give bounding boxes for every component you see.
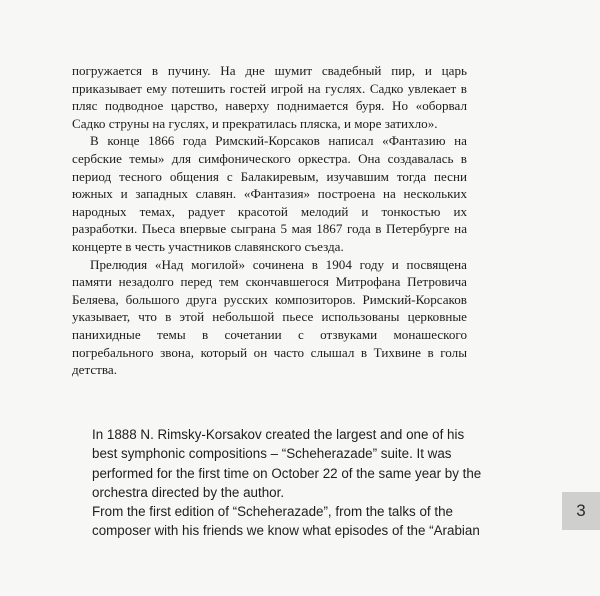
english-text-block [92,425,492,541]
page-number-tab [562,492,600,530]
ru-paragraph-2: В конце 1866 года Римский-Корсаков написал «Фантазию на сербские темы» для симфонического оркестра. Она создавалась в период тесного общения с Балакиревым, изучавшим тогда песни южных и западных славян. «Фантазия» построена на нескольких народных темах, радует красотой мелодий и тонкостью их разработки. Пьеса впервые сыграна 5 мая 1867 года в Петербурге на концерте в честь участников славянского съезда. [72,133,467,254]
russian-text-block [72,62,467,379]
ru-paragraph-1: погружается в пучину. На дне шумит свадебный пир, и царь приказывает ему потешить гостей игрой на гуслях. Садко увлекает в пляс подводное царство, наверху поднимается буря. Но «оборвал Садко струны на гуслях, и прекратилась пляска, и море затихло». [72,63,467,131]
page-number: 3 [576,501,586,520]
ru-paragraph-3: Прелюдия «Над могилой» сочинена в 1904 году и посвящена памяти незадолго перед тем скончавшегося Митрофана Петровича Беляева, большого друга русских композиторов. Римский-Корсаков указывает, что в этой небольшой пьесе использованы церковные панихидные темы в сочетании с отзвуками монашеского погребального звона, который он часто слышал в Тихвине в голы детства. [72,256,467,378]
en-paragraph-2: From the first edition of “Scheherazade”, from the talks of the composer with his friends we know what episodes of the “Arabian [92,504,480,539]
en-paragraph-1: In 1888 N. Rimsky-Korsakov created the largest and one of his best symphonic compositions – “Scheherazade” suite. It was performed for the first time on October 22 of the same year by the orchestra directed by the author. [92,427,482,500]
